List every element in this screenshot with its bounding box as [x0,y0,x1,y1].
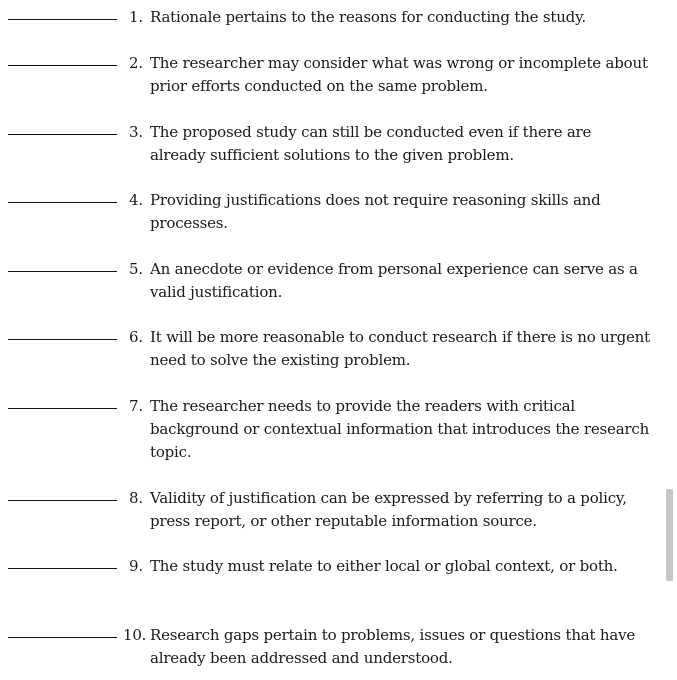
question-text [129,395,650,464]
question-statement: Validity of justification can be expressed by referring to a policy, press report, or other reputable information source. [150,489,627,530]
question-number: 5. [129,260,143,278]
question-statement: An anecdote or evidence from personal experience can serve as a valid justification. [150,260,638,301]
question-number: 2. [129,54,143,72]
question-text [129,555,650,578]
answer-blank[interactable] [8,271,117,272]
answer-blank[interactable] [8,637,117,638]
question-text [129,258,650,304]
question-statement: It will be more reasonable to conduct research if there is no urgent need to solve the existing problem. [150,328,650,369]
question-number: 8. [129,489,143,507]
answer-blank[interactable] [8,202,117,203]
question-number: 3. [129,123,143,141]
question-text [129,189,650,235]
question-item [0,322,660,382]
answer-blank[interactable] [8,408,117,409]
answer-blank[interactable] [8,19,117,20]
question-statement: Providing justifications does not require reasoning skills and processes. [150,191,601,232]
answer-blank[interactable] [8,134,117,135]
question-number: 9. [129,557,143,575]
question-text [129,487,650,533]
question-item [0,117,660,177]
question-number: 6. [129,328,143,346]
question-item [0,391,660,461]
question-item [0,551,660,611]
question-statement: The researcher needs to provide the readers with critical background or contextual information that introduces the research topic. [150,397,650,461]
question-text [129,52,650,98]
question-statement: The researcher may consider what was wrong or incomplete about prior efforts conducted on the same problem. [150,54,648,95]
answer-blank[interactable] [8,65,117,66]
question-item [0,620,660,680]
scrollbar[interactable] [666,489,673,581]
answer-blank[interactable] [8,339,117,340]
question-item [0,254,660,314]
question-item [0,483,660,543]
question-number: 1. [129,8,143,26]
question-item [0,185,660,245]
answer-blank[interactable] [8,500,117,501]
question-text [129,6,650,29]
question-statement: Rationale pertains to the reasons for conducting the study. [150,8,586,26]
question-statement: Research gaps pertain to problems, issues or questions that have already been addressed and understood. [150,626,636,667]
question-text [129,326,650,372]
question-text [123,624,650,670]
question-statement: The proposed study can still be conducted even if there are already sufficient solutions to the given problem. [150,123,592,164]
question-statement: The study must relate to either local or global context, or both. [150,557,618,575]
question-item [0,48,660,108]
answer-blank[interactable] [8,568,117,569]
question-number: 7. [129,397,143,415]
question-number: 4. [129,191,143,209]
question-number: 10. [123,626,147,644]
question-text [129,121,650,167]
